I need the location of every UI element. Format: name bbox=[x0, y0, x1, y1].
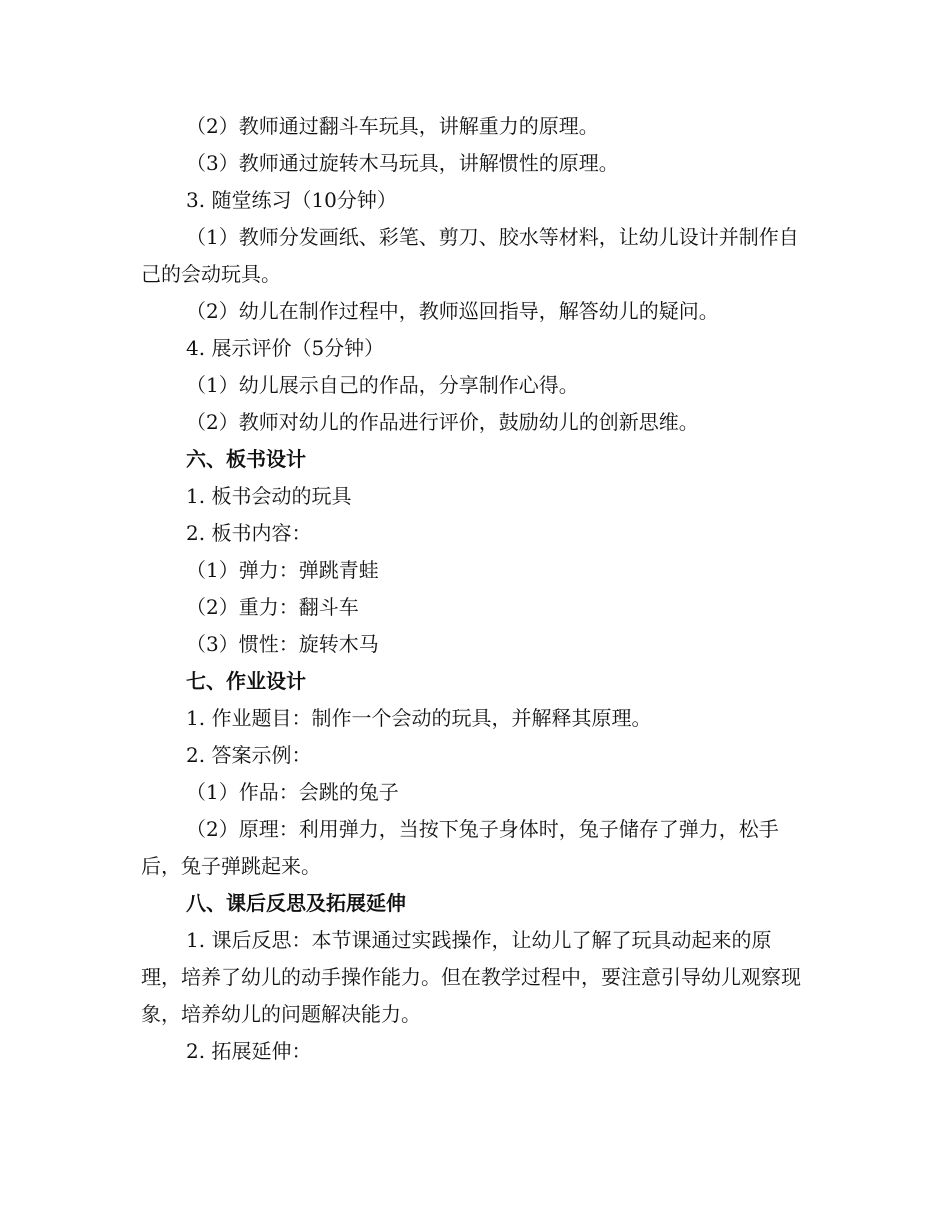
section-heading-reflection: 八、课后反思及拓展延伸 bbox=[186, 891, 406, 915]
paragraph-step-2-3: （3）教师通过旋转木马玩具，讲解惯性的原理。 bbox=[186, 151, 619, 175]
paragraph-evaluation-2: （2）教师对幼儿的作品进行评价，鼓励幼儿的创新思维。 bbox=[186, 410, 699, 434]
paragraph-homework-2-2: （2）原理：利用弹力，当按下兔子身体时，兔子储存了弹力，松手后，兔子弹跳起来。 bbox=[141, 817, 779, 878]
paragraph-blackboard-2-3: （3）惯性：旋转木马 bbox=[186, 632, 379, 656]
paragraph-practice-title: 3. 随堂练习（10分钟） bbox=[186, 188, 397, 212]
paragraph-reflection-2: 2. 拓展延伸： bbox=[186, 1039, 312, 1063]
paragraph-step-2-2: （2）教师通过翻斗车玩具，讲解重力的原理。 bbox=[186, 114, 599, 138]
paragraph-practice-2: （2）幼儿在制作过程中，教师巡回指导，解答幼儿的疑问。 bbox=[186, 299, 719, 323]
paragraph-blackboard-2-1: （1）弹力：弹跳青蛙 bbox=[186, 558, 379, 582]
section-heading-blackboard: 六、板书设计 bbox=[186, 447, 306, 471]
paragraph-blackboard-2: 2. 板书内容： bbox=[186, 521, 312, 545]
paragraph-evaluation-title: 4. 展示评价（5分钟） bbox=[186, 336, 385, 360]
paragraph-homework-2: 2. 答案示例： bbox=[186, 743, 312, 767]
paragraph-blackboard-1: 1. 板书会动的玩具 bbox=[186, 484, 352, 508]
paragraph-blackboard-2-2: （2）重力：翻斗车 bbox=[186, 595, 359, 619]
paragraph-homework-1: 1. 作业题目：制作一个会动的玩具，并解释其原理。 bbox=[186, 706, 652, 730]
paragraph-homework-2-1: （1）作品：会跳的兔子 bbox=[186, 780, 399, 804]
section-heading-homework: 七、作业设计 bbox=[186, 669, 306, 693]
paragraph-evaluation-1: （1）幼儿展示自己的作品，分享制作心得。 bbox=[186, 373, 579, 397]
paragraph-practice-1: （1）教师分发画纸、彩笔、剪刀、胶水等材料，让幼儿设计并制作自己的会动玩具。 bbox=[141, 225, 799, 286]
paragraph-reflection-1: 1. 课后反思：本节课通过实践操作，让幼儿了解了玩具动起来的原理，培养了幼儿的动手操作能力。但在教学过程中，要注意引导幼儿观察现象，培养幼儿的问题解决能力。 bbox=[141, 928, 801, 1026]
document-body bbox=[141, 108, 811, 1070]
